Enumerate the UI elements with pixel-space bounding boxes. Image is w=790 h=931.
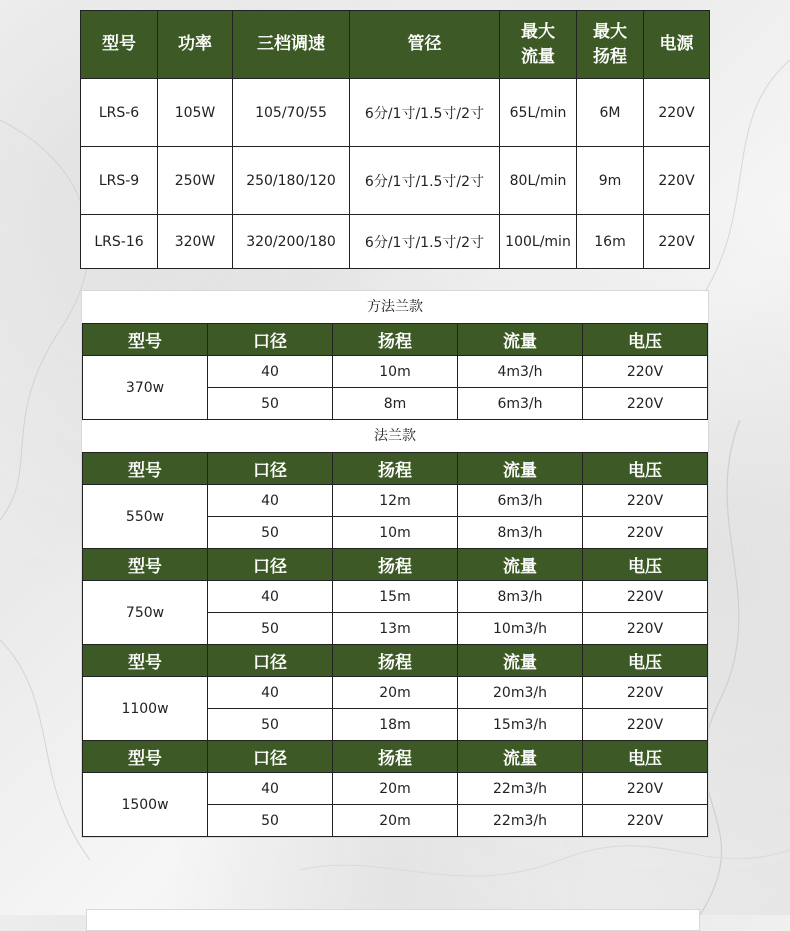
cell-caliber: 40: [208, 356, 333, 388]
header-head: 扬程: [333, 549, 458, 581]
cell-flow: 22m3/h: [458, 805, 583, 837]
header-model: 型号: [83, 453, 208, 485]
cell-head: 15m: [333, 581, 458, 613]
table-row: [83, 773, 708, 805]
header-caliber: 口径: [208, 324, 333, 356]
table-header-row: [83, 453, 708, 485]
cell-caliber: 40: [208, 485, 333, 517]
header-flow: 流量: [458, 453, 583, 485]
cell-voltage: 220V: [583, 805, 708, 837]
flange-table: [82, 452, 708, 837]
cell-caliber: 40: [208, 677, 333, 709]
header-caliber: 口径: [208, 549, 333, 581]
cell-power: 250W: [158, 147, 233, 215]
cell-head: 6M: [577, 79, 644, 147]
cell-model: 750w: [83, 581, 208, 645]
header-flow: 流量: [458, 549, 583, 581]
header-model: 型号: [83, 549, 208, 581]
table-row: [83, 356, 708, 388]
cell-flow: 100L/min: [500, 215, 577, 269]
cell-caliber: 50: [208, 709, 333, 741]
header-caliber: 口径: [208, 741, 333, 773]
flange-pump-panel: [81, 290, 709, 838]
cell-voltage: 220V: [644, 79, 710, 147]
square-flange-table: [82, 323, 708, 420]
cell-flow: 15m3/h: [458, 709, 583, 741]
cell-head: 9m: [577, 147, 644, 215]
cell-head: 20m: [333, 773, 458, 805]
cell-flow: 20m3/h: [458, 677, 583, 709]
cell-head: 13m: [333, 613, 458, 645]
cell-voltage: 220V: [583, 613, 708, 645]
cell-head: 10m: [333, 356, 458, 388]
header-voltage: 电压: [583, 453, 708, 485]
cell-caliber: 50: [208, 805, 333, 837]
cell-flow: 65L/min: [500, 79, 577, 147]
table-row: [83, 677, 708, 709]
header-power-supply: 电源: [644, 11, 710, 79]
header-power: 功率: [158, 11, 233, 79]
header-voltage: 电压: [583, 549, 708, 581]
cell-voltage: 220V: [583, 581, 708, 613]
cell-model: 1500w: [83, 773, 208, 837]
cell-voltage: 220V: [583, 677, 708, 709]
cell-flow: 6m3/h: [458, 485, 583, 517]
header-head: 扬程: [333, 324, 458, 356]
header-head: 扬程: [333, 741, 458, 773]
cell-model: 1100w: [83, 677, 208, 741]
cell-speed: 320/200/180: [233, 215, 350, 269]
header-model: 型号: [83, 324, 208, 356]
header-flow: 流量: [458, 324, 583, 356]
header-model: 型号: [81, 11, 158, 79]
cell-voltage: 220V: [583, 773, 708, 805]
cell-voltage: 220V: [583, 356, 708, 388]
cell-head: 8m: [333, 388, 458, 420]
cell-head: 12m: [333, 485, 458, 517]
cell-head: 16m: [577, 215, 644, 269]
pump-spec-table: [80, 10, 710, 269]
cell-voltage: 220V: [583, 517, 708, 549]
cell-speed: 250/180/120: [233, 147, 350, 215]
cell-power: 105W: [158, 79, 233, 147]
cell-caliber: 40: [208, 773, 333, 805]
header-model: 型号: [83, 741, 208, 773]
header-head: 扬程: [333, 645, 458, 677]
cell-flow: 8m3/h: [458, 517, 583, 549]
table-header-row: [83, 741, 708, 773]
header-flow: 流量: [458, 741, 583, 773]
flange-caption: 法兰款: [82, 420, 708, 452]
table-row: [83, 485, 708, 517]
cell-flow: 6m3/h: [458, 388, 583, 420]
next-section-card: [86, 909, 700, 931]
header-head: 扬程: [333, 453, 458, 485]
cell-model: 370w: [83, 356, 208, 420]
cell-caliber: 40: [208, 581, 333, 613]
cell-flow: 10m3/h: [458, 613, 583, 645]
cell-caliber: 50: [208, 388, 333, 420]
cell-model: LRS-16: [81, 215, 158, 269]
header-voltage: 电压: [583, 645, 708, 677]
cell-voltage: 220V: [583, 388, 708, 420]
square-flange-caption: 方法兰款: [82, 291, 708, 323]
table-row: [83, 581, 708, 613]
cell-voltage: 220V: [583, 709, 708, 741]
cell-pipe: 6分/1寸/1.5寸/2寸: [350, 79, 500, 147]
cell-caliber: 50: [208, 517, 333, 549]
cell-voltage: 220V: [644, 147, 710, 215]
cell-head: 20m: [333, 805, 458, 837]
cell-model: LRS-9: [81, 147, 158, 215]
header-speed: 三档调速: [233, 11, 350, 79]
table-header-row: [83, 549, 708, 581]
table-header-row: [81, 11, 710, 79]
cell-model: 550w: [83, 485, 208, 549]
cell-pipe: 6分/1寸/1.5寸/2寸: [350, 147, 500, 215]
header-pipe: 管径: [350, 11, 500, 79]
cell-voltage: 220V: [583, 485, 708, 517]
cell-flow: 22m3/h: [458, 773, 583, 805]
header-flow: 流量: [458, 645, 583, 677]
header-caliber: 口径: [208, 453, 333, 485]
cell-model: LRS-6: [81, 79, 158, 147]
header-voltage: 电压: [583, 741, 708, 773]
cell-pipe: 6分/1寸/1.5寸/2寸: [350, 215, 500, 269]
table-row: [81, 147, 710, 215]
table-header-row: [83, 324, 708, 356]
header-caliber: 口径: [208, 645, 333, 677]
cell-flow: 80L/min: [500, 147, 577, 215]
cell-head: 18m: [333, 709, 458, 741]
header-max-flow: 最大 流量: [500, 11, 577, 79]
cell-flow: 8m3/h: [458, 581, 583, 613]
table-header-row: [83, 645, 708, 677]
header-model: 型号: [83, 645, 208, 677]
table-row: [81, 215, 710, 269]
cell-flow: 4m3/h: [458, 356, 583, 388]
cell-voltage: 220V: [644, 215, 710, 269]
cell-caliber: 50: [208, 613, 333, 645]
header-voltage: 电压: [583, 324, 708, 356]
cell-speed: 105/70/55: [233, 79, 350, 147]
table-row: [81, 79, 710, 147]
cell-head: 10m: [333, 517, 458, 549]
header-max-head: 最大 扬程: [577, 11, 644, 79]
cell-head: 20m: [333, 677, 458, 709]
cell-power: 320W: [158, 215, 233, 269]
